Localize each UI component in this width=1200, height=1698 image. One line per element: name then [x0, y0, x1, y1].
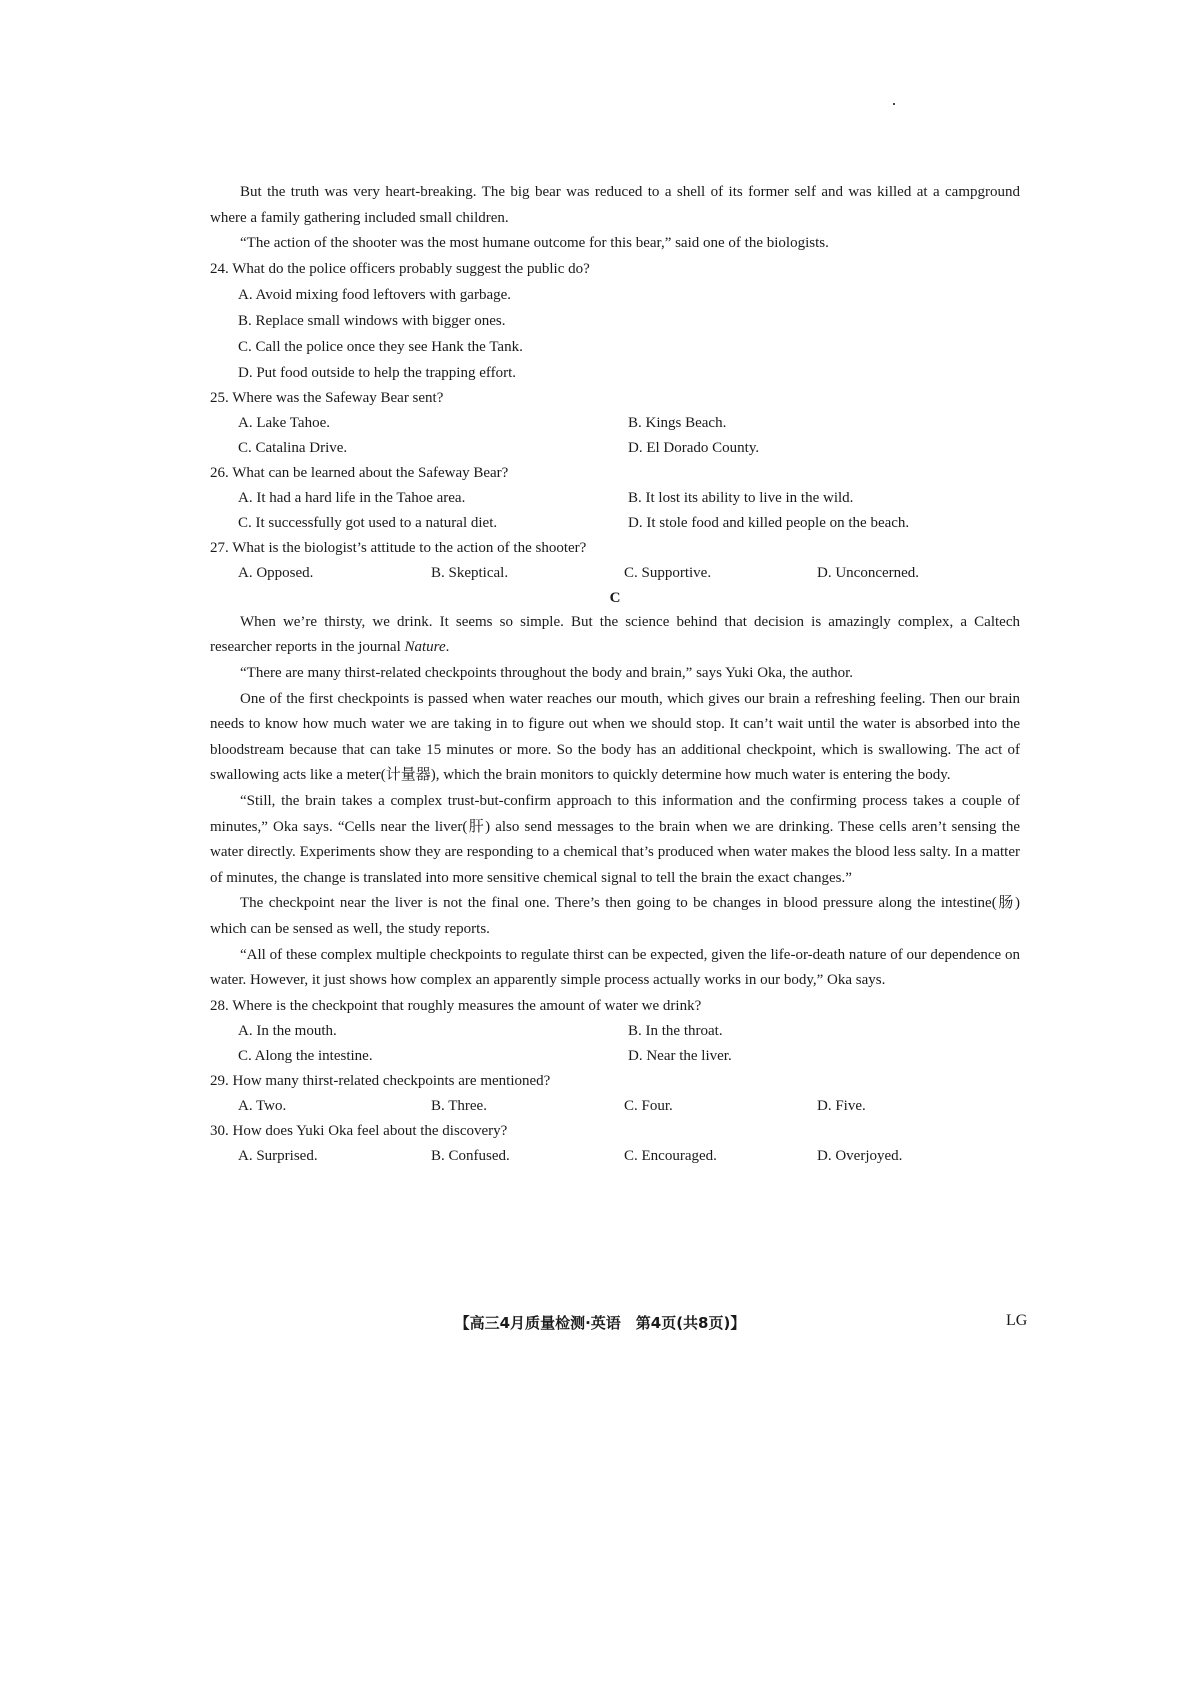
option-b: B. It lost its ability to live in the wild. — [628, 489, 854, 506]
option-a: A. Surprised. — [238, 1147, 318, 1164]
option-d: D. Five. — [817, 1097, 866, 1114]
passage-b-quote: “The action of the shooter was the most humane outcome for this bear,” said one of the biologists. — [240, 235, 829, 252]
question-24 — [210, 257, 1020, 386]
question-stem: 24. What do the police officers probably suggest the public do? — [210, 260, 590, 277]
option-d: D. Put food outside to help the trapping effort. — [238, 364, 517, 381]
passage-c-paragraph-1 — [210, 610, 1020, 661]
passage-c-paragraph-5: The checkpoint near the liver is not the final one. There’s then going to be changes in blood pressure along the intestine(肠) which can be sensed as well, the study reports. — [210, 895, 1020, 937]
option-b: B. Three. — [431, 1097, 487, 1114]
options — [210, 1094, 1020, 1119]
options — [210, 1144, 1020, 1169]
options — [210, 486, 1020, 536]
question-26 — [210, 461, 1020, 536]
passage-c-paragraph-3: One of the first checkpoints is passed when water reaches our mouth, which gives our brain a refreshing feeling. Then our brain needs to know how much water we are taking in to figure out when we should stop. It can’t wait until the water is absorbed into the bloodstream because that can take 15 minutes or more. So the body has an additional checkpoint, which is swallowing. The act of swallowing acts like a meter(计量器), which the brain monitors to quickly determine how much water is entering the body. — [210, 690, 1020, 784]
option-c: C. Catalina Drive. — [238, 439, 348, 456]
exam-code: LG — [1006, 1312, 1028, 1329]
option-c: C. Call the police once they see Hank the Tank. — [238, 338, 523, 355]
option-a: A. In the mouth. — [238, 1022, 337, 1039]
question-stem: 28. Where is the checkpoint that roughly measures the amount of water we drink? — [210, 997, 702, 1014]
question-stem: 25. Where was the Safeway Bear sent? — [210, 389, 444, 406]
journal-name: Nature — [404, 639, 446, 656]
option-b: B. Skeptical. — [431, 564, 509, 581]
option-d: D. It stole food and killed people on the beach. — [628, 514, 910, 531]
option-a: A. Opposed. — [238, 564, 314, 581]
question-25 — [210, 386, 1020, 461]
options — [210, 1019, 1020, 1069]
question-stem: 27. What is the biologist’s attitude to the action of the shooter? — [210, 539, 587, 556]
question-stem: 30. How does Yuki Oka feel about the discovery? — [210, 1122, 508, 1139]
section-heading-c: C — [609, 589, 621, 606]
passage-c-paragraph-2: “There are many thirst-related checkpoints throughout the body and brain,” says Yuki Oka, the author. — [240, 664, 854, 681]
options — [210, 411, 1020, 461]
passage-text: When we’re thirsty, we drink. It seems so simple. But the science behind that decision is amazingly complex, a Caltech researcher reports in the journal — [210, 613, 1020, 656]
passage-b-paragraph: But the truth was very heart-breaking. The big bear was reduced to a shell of its former self and was killed at a campground where a family gathering included small children. — [210, 184, 1020, 226]
option-c: C. Encouraged. — [624, 1147, 717, 1164]
option-b: B. Confused. — [431, 1147, 510, 1164]
option-a: A. Lake Tahoe. — [238, 414, 330, 431]
option-c: C. Four. — [624, 1097, 673, 1114]
option-d: D. Unconcerned. — [817, 564, 920, 581]
page-footer: 【高三4月质量检测·英语 第4页(共8页)】 — [454, 1314, 746, 1332]
period: . — [445, 639, 450, 656]
options — [210, 561, 1020, 586]
question-stem: 29. How many thirst-related checkpoints are mentioned? — [210, 1072, 551, 1089]
passage-c-paragraph-4: “Still, the brain takes a complex trust-but-confirm approach to this information and the confirming process takes a couple of minutes,” Oka says. “Cells near the liver(肝) also send messages to the brain when we are drinking. These cells aren’t sensing the water directly. Experiments show they are responding to a chemical that’s produced when water makes the blood less salty. In a matter of minutes, the change is translated into more sensitive chemical signal to tell the brain the exact changes.” — [210, 792, 1020, 886]
question-28 — [210, 994, 1020, 1069]
page-content — [210, 180, 1020, 1169]
question-29 — [210, 1069, 1020, 1119]
option-b: B. Kings Beach. — [628, 414, 727, 431]
question-stem: 26. What can be learned about the Safeway Bear? — [210, 464, 509, 481]
option-c: C. Supportive. — [624, 564, 712, 581]
scan-speck — [893, 103, 895, 105]
question-27 — [210, 536, 1020, 586]
passage-c-paragraph-6: “All of these complex multiple checkpoints to regulate thirst can be expected, given the life-or-death nature of our dependence on water. However, it just shows how complex an apparently simple process actually works in our body,” Oka says. — [210, 946, 1020, 989]
option-b: B. Replace small windows with bigger ones. — [238, 312, 506, 329]
option-b: B. In the throat. — [628, 1022, 723, 1039]
question-30 — [210, 1119, 1020, 1169]
option-d: D. Near the liver. — [628, 1047, 732, 1064]
option-d: D. El Dorado County. — [628, 439, 760, 456]
option-d: D. Overjoyed. — [817, 1147, 903, 1164]
option-a: A. Avoid mixing food leftovers with garbage. — [238, 286, 512, 303]
option-a: A. It had a hard life in the Tahoe area. — [238, 489, 466, 506]
option-a: A. Two. — [238, 1097, 287, 1114]
option-c: C. Along the intestine. — [238, 1047, 373, 1064]
option-c: C. It successfully got used to a natural diet. — [238, 514, 498, 531]
